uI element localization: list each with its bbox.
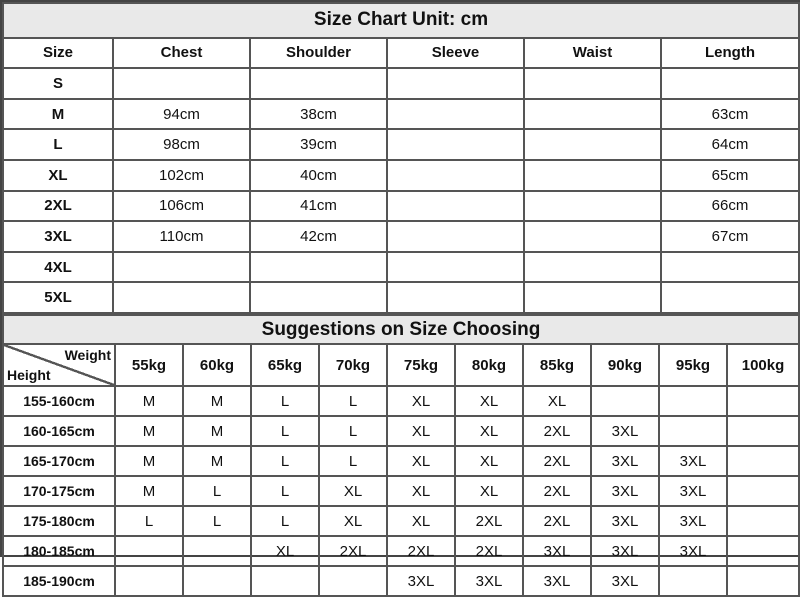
suggested-size-cell (659, 386, 727, 416)
suggestion-row (3, 386, 799, 416)
height-range-cell: 165-170cm (3, 446, 115, 476)
suggestion-header-row (3, 344, 799, 386)
suggested-size-cell (115, 566, 183, 596)
suggested-size-cell: 2XL (523, 476, 591, 506)
measurement-cell: 110cm (113, 221, 250, 252)
suggested-size-cell: XL (251, 536, 319, 566)
suggestion-title: Suggestions on Size Choosing (3, 315, 799, 344)
measurement-cell: 63cm (661, 99, 799, 130)
measurement-cell (250, 282, 387, 313)
suggested-size-cell (591, 386, 659, 416)
measurement-cell (113, 252, 250, 283)
suggested-size-cell: L (319, 386, 387, 416)
size-chart-column-header: Length (661, 38, 799, 69)
size-chart-column-header: Shoulder (250, 38, 387, 69)
suggested-size-cell: M (115, 446, 183, 476)
weight-column-header: 100kg (727, 344, 799, 386)
suggested-size-cell: 2XL (387, 536, 455, 566)
size-label-cell: XL (3, 160, 113, 191)
suggested-size-cell: 2XL (455, 506, 523, 536)
suggested-size-cell: 3XL (591, 476, 659, 506)
weight-column-header: 90kg (591, 344, 659, 386)
measurement-cell (113, 282, 250, 313)
measurement-cell (524, 221, 661, 252)
weight-axis-label: Weight (64, 347, 111, 363)
size-chart-row (3, 252, 799, 283)
suggested-size-cell: 3XL (659, 446, 727, 476)
measurement-cell (387, 252, 524, 283)
suggested-size-cell: L (183, 506, 251, 536)
size-chart-header-row (3, 38, 799, 69)
suggested-size-cell: M (115, 416, 183, 446)
size-label-cell: 4XL (3, 252, 113, 283)
suggested-size-cell: XL (387, 416, 455, 446)
size-chart-row (3, 99, 799, 130)
measurement-cell (661, 282, 799, 313)
suggestion-row (3, 446, 799, 476)
suggested-size-cell (727, 386, 799, 416)
suggested-size-cell (727, 536, 799, 566)
measurement-cell (524, 252, 661, 283)
size-label-cell: L (3, 129, 113, 160)
suggested-size-cell: 3XL (455, 566, 523, 596)
suggested-size-cell: 2XL (523, 506, 591, 536)
suggestion-body (3, 386, 799, 596)
suggested-size-cell: XL (455, 446, 523, 476)
suggested-size-cell: 3XL (387, 566, 455, 596)
suggested-size-cell: XL (455, 416, 523, 446)
suggested-size-cell: XL (387, 476, 455, 506)
suggestion-row (3, 506, 799, 536)
suggested-size-cell: M (183, 386, 251, 416)
suggested-size-cell: 2XL (523, 416, 591, 446)
size-chart-row (3, 68, 799, 99)
suggested-size-cell (251, 566, 319, 596)
suggested-size-cell: L (319, 446, 387, 476)
suggested-size-cell: 3XL (659, 506, 727, 536)
suggested-size-cell (727, 566, 799, 596)
suggestion-row (3, 536, 799, 566)
height-range-cell: 180-185cm (3, 536, 115, 566)
measurement-cell (387, 191, 524, 222)
suggested-size-cell (183, 536, 251, 566)
suggested-size-cell: XL (319, 476, 387, 506)
weight-column-header: 70kg (319, 344, 387, 386)
measurement-cell (387, 160, 524, 191)
measurement-cell (524, 68, 661, 99)
measurement-cell: 41cm (250, 191, 387, 222)
measurement-cell (250, 68, 387, 99)
measurement-cell: 39cm (250, 129, 387, 160)
suggested-size-cell: 3XL (523, 536, 591, 566)
suggested-size-cell: 2XL (455, 536, 523, 566)
measurement-cell: 64cm (661, 129, 799, 160)
suggested-size-cell: XL (523, 386, 591, 416)
suggestion-row (3, 476, 799, 506)
height-range-cell: 175-180cm (3, 506, 115, 536)
size-label-cell: 2XL (3, 191, 113, 222)
size-label-cell: 3XL (3, 221, 113, 252)
measurement-cell: 65cm (661, 160, 799, 191)
height-range-cell: 160-165cm (3, 416, 115, 446)
measurement-cell (524, 282, 661, 313)
size-chart-row (3, 282, 799, 313)
suggested-size-cell: L (251, 446, 319, 476)
suggested-size-cell (727, 476, 799, 506)
measurement-cell: 106cm (113, 191, 250, 222)
size-label-cell: S (3, 68, 113, 99)
suggested-size-cell: 3XL (591, 566, 659, 596)
weight-column-header: 60kg (183, 344, 251, 386)
suggestion-row (3, 566, 799, 596)
measurement-cell: 67cm (661, 221, 799, 252)
size-label-cell: M (3, 99, 113, 130)
weight-column-header: 65kg (251, 344, 319, 386)
size-suggestion-table (2, 314, 800, 597)
measurement-cell (387, 282, 524, 313)
height-range-cell: 185-190cm (3, 566, 115, 596)
suggested-size-cell: 2XL (523, 446, 591, 476)
measurement-cell: 42cm (250, 221, 387, 252)
suggested-size-cell: 3XL (523, 566, 591, 596)
suggested-size-cell (659, 566, 727, 596)
measurement-cell (524, 129, 661, 160)
suggested-size-cell: 3XL (591, 446, 659, 476)
measurement-cell: 38cm (250, 99, 387, 130)
weight-column-header: 80kg (455, 344, 523, 386)
suggested-size-cell: 3XL (591, 416, 659, 446)
suggested-size-cell (727, 506, 799, 536)
weight-height-corner-cell (3, 344, 115, 386)
measurement-cell (387, 129, 524, 160)
suggested-size-cell: M (115, 386, 183, 416)
suggested-size-cell (659, 416, 727, 446)
suggested-size-cell: L (251, 386, 319, 416)
measurement-cell (524, 191, 661, 222)
size-chart-column-header: Size (3, 38, 113, 69)
size-chart-column-header: Chest (113, 38, 250, 69)
suggested-size-cell: M (115, 476, 183, 506)
measurement-cell (524, 99, 661, 130)
suggested-size-cell (115, 536, 183, 566)
weight-column-header: 85kg (523, 344, 591, 386)
measurement-cell: 94cm (113, 99, 250, 130)
suggested-size-cell: L (183, 476, 251, 506)
size-chart-row (3, 221, 799, 252)
suggested-size-cell: XL (387, 446, 455, 476)
measurement-cell (113, 68, 250, 99)
suggested-size-cell: XL (387, 506, 455, 536)
suggested-size-cell: 2XL (319, 536, 387, 566)
size-chart-table (2, 2, 800, 314)
suggested-size-cell (183, 566, 251, 596)
measurement-cell: 102cm (113, 160, 250, 191)
suggested-size-cell: M (183, 446, 251, 476)
size-chart-row (3, 129, 799, 160)
suggested-size-cell (319, 566, 387, 596)
measurement-cell (250, 252, 387, 283)
suggested-size-cell (727, 416, 799, 446)
size-chart-title: Size Chart Unit: cm (3, 3, 799, 38)
suggested-size-cell: L (251, 416, 319, 446)
measurement-cell: 40cm (250, 160, 387, 191)
size-chart-row (3, 191, 799, 222)
height-range-cell: 170-175cm (3, 476, 115, 506)
suggested-size-cell: L (251, 476, 319, 506)
suggested-size-cell: 3XL (591, 536, 659, 566)
measurement-cell (387, 221, 524, 252)
suggested-size-cell: L (115, 506, 183, 536)
size-label-cell: 5XL (3, 282, 113, 313)
size-chart-body (3, 68, 799, 313)
weight-column-header: 55kg (115, 344, 183, 386)
suggestion-row (3, 416, 799, 446)
size-chart-row (3, 160, 799, 191)
height-axis-label: Height (7, 367, 51, 383)
suggested-size-cell: XL (387, 386, 455, 416)
suggested-size-cell: XL (319, 506, 387, 536)
measurement-cell (387, 68, 524, 99)
suggested-size-cell: 3XL (659, 476, 727, 506)
suggested-size-cell: 3XL (659, 536, 727, 566)
suggested-size-cell: M (183, 416, 251, 446)
suggested-size-cell: 3XL (591, 506, 659, 536)
suggested-size-cell: XL (455, 476, 523, 506)
measurement-cell (387, 99, 524, 130)
measurement-cell (661, 68, 799, 99)
size-chart-column-header: Sleeve (387, 38, 524, 69)
weight-column-header: 95kg (659, 344, 727, 386)
measurement-cell: 98cm (113, 129, 250, 160)
suggested-size-cell: XL (455, 386, 523, 416)
suggested-size-cell (727, 446, 799, 476)
measurement-cell (661, 252, 799, 283)
suggested-size-cell: L (319, 416, 387, 446)
size-chart-column-header: Waist (524, 38, 661, 69)
weight-column-header: 75kg (387, 344, 455, 386)
measurement-cell: 66cm (661, 191, 799, 222)
suggested-size-cell: L (251, 506, 319, 536)
measurement-cell (524, 160, 661, 191)
height-range-cell: 155-160cm (3, 386, 115, 416)
